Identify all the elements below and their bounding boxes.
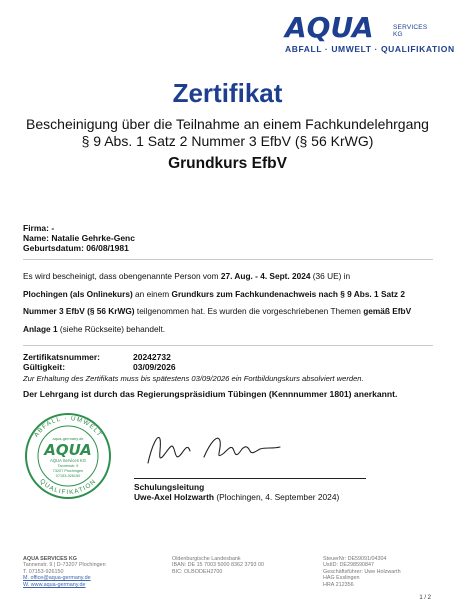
certification-statement <box>23 268 433 338</box>
seal-company: AQUA Services KG <box>49 458 87 463</box>
course-location: Plochingen (als Onlinekurs) <box>23 288 133 299</box>
signing-place-date: (Plochingen, 4. September 2024) <box>214 492 340 502</box>
document-title: Zertifikat <box>172 78 283 108</box>
statement-text: (siehe Rückseite) behandelt. <box>57 323 166 334</box>
divider-bottom <box>23 345 433 346</box>
company-logo <box>285 11 455 58</box>
footer-register: HRA 212356 <box>323 581 354 588</box>
renewal-note: Zur Erhaltung des Zertifikats muss bis spätestens 03/09/2026 ein Fortbildungskurs absolviert werden. <box>23 374 364 383</box>
footer-website-link[interactable]: W. www.aqua-germany.de <box>23 581 86 588</box>
subtitle-line-1: Bescheinigung über die Teilnahme an einem Fachkundelehrgang <box>26 116 429 132</box>
svg-text:QUALIFIKATION: QUALIFIKATION <box>38 477 98 497</box>
logo-tagline: ABFALL · UMWELT · QUALIFIKATION <box>285 44 455 54</box>
company-field: Firma: - <box>23 223 55 233</box>
footer-legal <box>323 556 401 588</box>
handwritten-signature <box>134 425 294 479</box>
divider-top <box>23 259 433 260</box>
signature-line <box>134 478 366 479</box>
course-name: Grundkurs EfbV <box>168 155 287 172</box>
footer-bank <box>172 556 264 575</box>
seal-word: AQUA <box>44 441 92 459</box>
footer-phone: T. 07153-926150 <box>23 568 64 575</box>
seal-url: aqua-germany.de <box>52 436 84 441</box>
page-number: 1 / 2 <box>419 595 431 601</box>
statement-text: teilgenommen hat. Es wurden die vorgeschriebenen Themen <box>134 306 364 316</box>
seal-street: Tannenstr. 9 <box>57 464 79 468</box>
seal-phone: 07153-926150 <box>55 474 81 478</box>
signatory-line <box>134 492 339 502</box>
statement-text: Es wird bescheinigt, dass obengenannte Person vom <box>23 271 221 281</box>
footer-tax-number: SteuerNr: DE59091/04304 <box>323 556 387 562</box>
person-block <box>23 223 135 253</box>
annex-reference: gemäß EfbV Anlage 1 <box>23 306 412 334</box>
statement-text: an einem <box>132 288 172 299</box>
footer-bic: BIC: OLBODEH2700 <box>172 568 223 575</box>
certificate-number-label: Zertifikatsnummer: <box>23 352 100 362</box>
recognition-text: Der Lehrgang ist durch das Regierungspräsidium Tübingen (Kennnummer 1801) anerkannt. <box>23 389 398 399</box>
logo-word: AQUA <box>285 11 374 44</box>
document-subtitle <box>0 116 455 150</box>
subtitle-line-2: § 9 Abs. 1 Satz 2 Nummer 3 EfbV (§ 56 KrWG) <box>81 133 374 149</box>
course-dates: 27. Aug. - 4. Sept. 2024 <box>220 271 311 281</box>
logo-services: SERVICES KG <box>393 24 428 38</box>
signatory-name: Uwe-Axel Holzwarth <box>134 492 215 502</box>
seal-city: 73207 Plochingen <box>52 469 84 473</box>
footer-managing-director: Geschäftsführer: Uwe Holzwarth <box>323 568 401 575</box>
footer-iban: IBAN: DE 15 7003 5000 8362 3793 00 <box>172 562 265 569</box>
signatory-role: Schulungsleitung <box>134 482 205 492</box>
footer-email-link[interactable]: M. office@aqua-germany.de <box>23 575 91 582</box>
course-legal-basis: Grundkurs zum Fachkundenachweis nach § 9 Abs. 1 Satz 2 Nummer 3 EfbV (§ 56 KrWG) <box>23 288 405 316</box>
validity-date: 03/09/2026 <box>133 362 176 372</box>
footer-court: HAG Esslingen <box>323 575 360 582</box>
birthdate-field: Geburtsdatum: 06/08/1981 <box>23 243 129 253</box>
validity-label: Gültigkeit: <box>23 362 66 372</box>
name-field: Name: Natalie Gehrke-Genc <box>23 233 135 243</box>
footer-bank-name: Oldenburgische Landesbank <box>172 556 241 562</box>
footer-vat-id: UstID: DE298590847 <box>323 562 374 569</box>
footer-company <box>23 556 106 588</box>
footer-company-name: AQUA SERVICES KG <box>23 556 77 562</box>
company-seal <box>24 412 112 500</box>
certificate-number: 20242732 <box>133 352 171 362</box>
footer-address: Tannenstr. 9 | D-73207 Plochingen <box>23 562 106 569</box>
certificate-number-row <box>23 352 171 362</box>
seal-ring-text: ABFALL · UMWELT <box>32 414 104 439</box>
statement-text: (36 UE) in <box>310 271 351 281</box>
validity-row <box>23 362 176 372</box>
